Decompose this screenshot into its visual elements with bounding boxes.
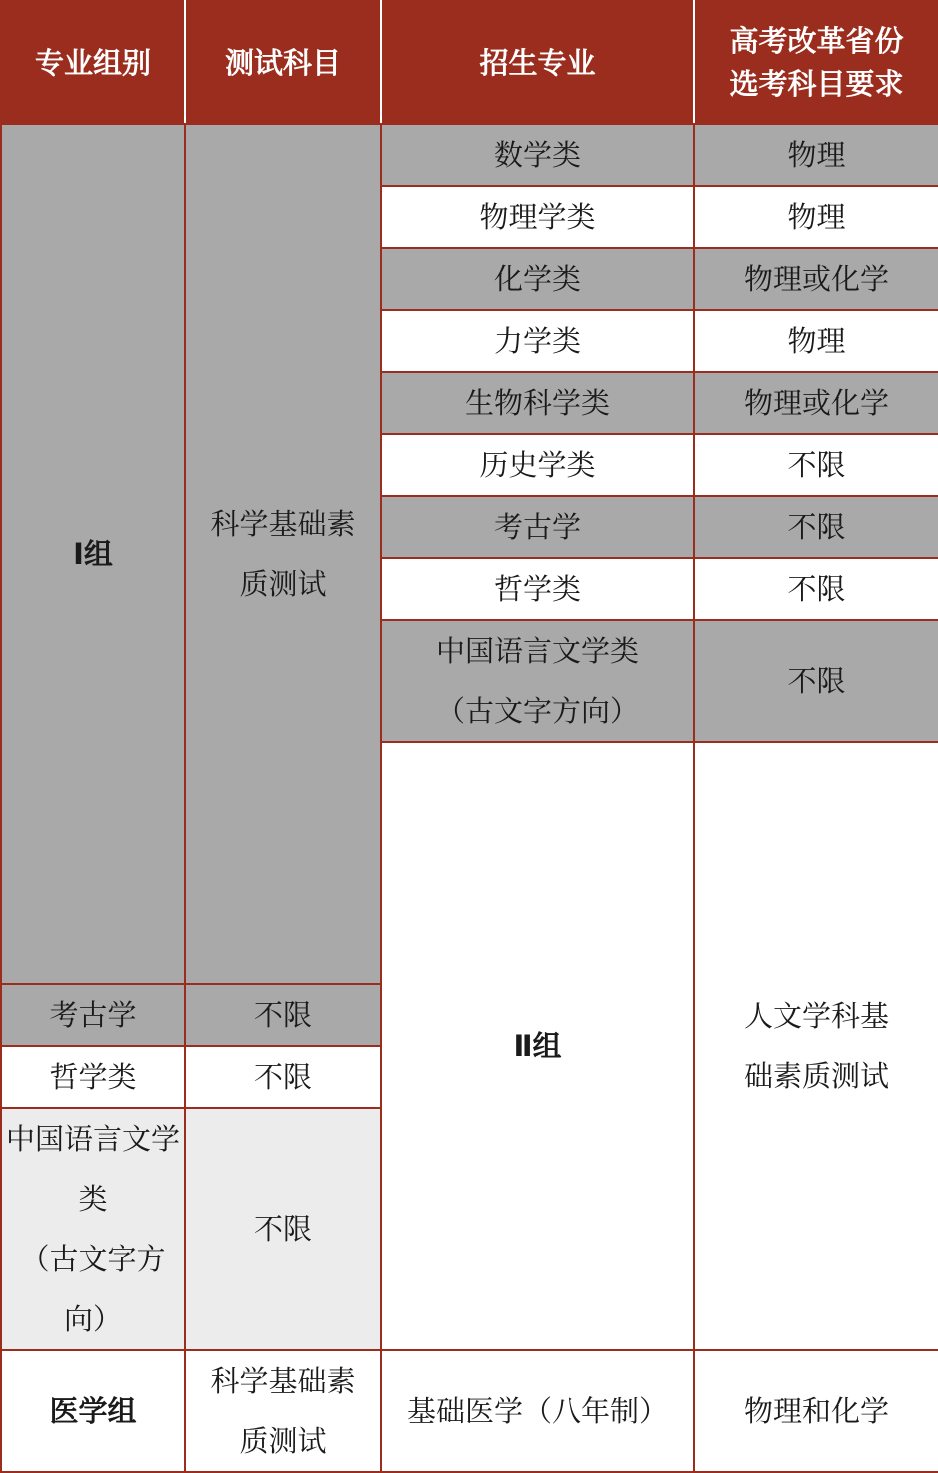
- test-subject-line1: 科学基础素: [210, 1364, 356, 1398]
- requirement-cell: 不限: [185, 1108, 381, 1350]
- test-subject-line2: 质测试: [239, 567, 327, 601]
- requirement-cell: 不限: [694, 434, 938, 496]
- major-cell: 哲学类: [381, 558, 694, 620]
- header-requirement: [694, 1, 938, 124]
- table-row: [1, 1350, 938, 1472]
- major-cell: 考古学: [1, 984, 185, 1046]
- major-cell: [1, 1108, 185, 1350]
- major-cell: 基础医学（八年制）: [381, 1350, 694, 1472]
- major-line2: （古文字方向）: [20, 1242, 166, 1336]
- requirement-cell: 不限: [185, 1046, 381, 1108]
- requirement-cell: 物理: [694, 310, 938, 372]
- requirement-cell: 不限: [185, 984, 381, 1046]
- header-row: [1, 1, 938, 124]
- header-test-subject: 测试科目: [185, 1, 381, 124]
- requirement-cell: 不限: [694, 496, 938, 558]
- group-name: Ⅱ组: [381, 742, 694, 1350]
- test-subject-line2: 质测试: [239, 1424, 327, 1458]
- major-cell: 数学类: [381, 124, 694, 186]
- header-requirement-line2: 选考科目要求: [729, 66, 904, 101]
- requirement-cell: 物理: [694, 124, 938, 186]
- requirement-cell: 物理或化学: [694, 372, 938, 434]
- major-cell: 哲学类: [1, 1046, 185, 1108]
- table-row: [1, 124, 938, 186]
- header-major: 招生专业: [381, 1, 694, 124]
- test-subject: [185, 124, 381, 984]
- major-cell: [381, 620, 694, 742]
- header-group: 专业组别: [1, 1, 185, 124]
- major-cell: 物理学类: [381, 186, 694, 248]
- major-line1: 中国语言文学类: [5, 1122, 180, 1216]
- group-name: 医学组: [1, 1350, 185, 1472]
- test-subject-line1: 人文学科基: [743, 999, 889, 1033]
- test-subject-line1: 科学基础素: [210, 507, 356, 541]
- requirement-cell: 不限: [694, 620, 938, 742]
- requirement-cell: 物理或化学: [694, 248, 938, 310]
- major-cell: 力学类: [381, 310, 694, 372]
- group-name: Ⅰ组: [1, 124, 185, 984]
- requirement-cell: 不限: [694, 558, 938, 620]
- major-line1: 中国语言文学类: [435, 634, 639, 668]
- test-subject: [185, 1350, 381, 1472]
- header-requirement-line1: 高考改革省份: [729, 23, 904, 58]
- requirement-cell: 物理和化学: [694, 1350, 938, 1472]
- major-cell: 考古学: [381, 496, 694, 558]
- major-cell: 化学类: [381, 248, 694, 310]
- requirement-cell: 物理: [694, 186, 938, 248]
- major-cell: 生物科学类: [381, 372, 694, 434]
- test-subject-line2: 础素质测试: [743, 1059, 889, 1093]
- major-cell: 历史学类: [381, 434, 694, 496]
- test-subject: [694, 742, 938, 1350]
- major-line2: （古文字方向）: [435, 694, 639, 728]
